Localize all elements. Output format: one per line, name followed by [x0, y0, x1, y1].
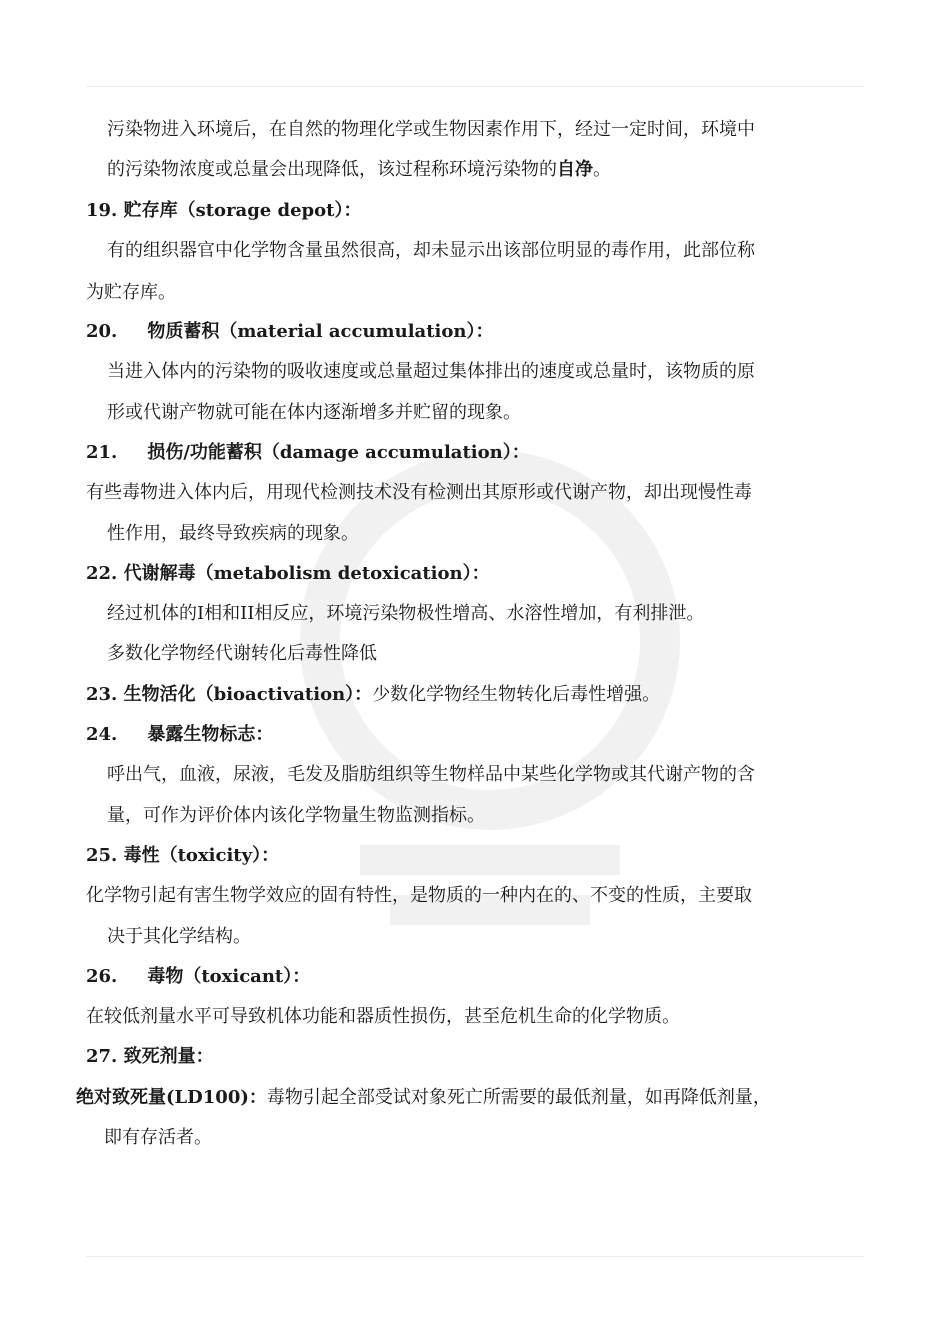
item-24-heading: 24. 暴露生物标志： [86, 724, 274, 745]
item-25-heading: 25. 毒性（toxicity）： [86, 845, 280, 866]
item-25-body-2: 决于其化学结构。 [107, 926, 251, 947]
ld100-line-2: 即有存活者。 [104, 1127, 212, 1148]
item-26-body-1: 在较低剂量水平可导致机体功能和器质性损伤，甚至危机生命的化学物质。 [86, 1006, 680, 1027]
header-rule [86, 86, 864, 87]
ld100-term: 绝对致死量(LD100)： [76, 1087, 267, 1108]
item-20-body-2: 形或代谢产物就可能在体内逐渐增多并贮留的现象。 [107, 402, 521, 423]
intro-line-1: 污染物进入环境后，在自然的物理化学或生物因素作用下，经过一定时间，环境中 [107, 119, 755, 140]
item-27-heading: 27. 致死剂量： [86, 1046, 214, 1067]
item-24-body-2: 量，可作为评价体内该化学物量生物监测指标。 [107, 805, 485, 826]
item-22-body-2: 多数化学物经代谢转化后毒性降低 [107, 643, 377, 664]
intro-line-2: 的污染物浓度或总量会出现降低，该过程称环境污染物的自净。 [107, 159, 611, 180]
item-19-body-1: 有的组织器官中化学物含量虽然很高，却未显示出该部位明显的毒作用，此部位称 [107, 240, 755, 261]
footer-rule [86, 1256, 864, 1257]
item-25-body-1: 化学物引起有害生物学效应的固有特性，是物质的一种内在的、不变的性质，主要取 [86, 885, 752, 906]
item-23-line: 23. 生物活化（bioactivation）：少数化学物经生物转化后毒性增强。 [86, 684, 661, 705]
item-24-body-1: 呼出气，血液，尿液，毛发及脂肪组织等生物样品中某些化学物或其代谢产物的含 [107, 764, 755, 785]
item-19-body-2: 为贮存库。 [86, 282, 176, 303]
item-22-heading: 22. 代谢解毒（metabolism detoxication）： [86, 563, 490, 584]
item-20-heading: 20. 物质蓄积（material accumulation）： [86, 321, 494, 342]
ld100-line-1: 绝对致死量(LD100)：毒物引起全部受试对象死亡所需要的最低剂量，如再降低剂量， [76, 1087, 771, 1108]
item-22-body-1: 经过机体的I相和II相反应，环境污染物极性增高、水溶性增加，有利排泄。 [107, 603, 705, 624]
self-purification-term: 自净 [557, 159, 593, 180]
item-19-heading: 19. 贮存库（storage depot）： [86, 200, 362, 221]
item-26-heading: 26. 毒物（toxicant）： [86, 966, 311, 987]
item-21-heading: 21. 损伤/功能蓄积（damage accumulation）： [86, 442, 530, 463]
item-21-body-1: 有些毒物进入体内后，用现代检测技术没有检测出其原形或代谢产物，却出现慢性毒 [86, 482, 752, 503]
item-21-body-2: 性作用，最终导致疾病的现象。 [107, 523, 359, 544]
item-20-body-1: 当进入体内的污染物的吸收速度或总量超过集体排出的速度或总量时，该物质的原 [107, 361, 755, 382]
